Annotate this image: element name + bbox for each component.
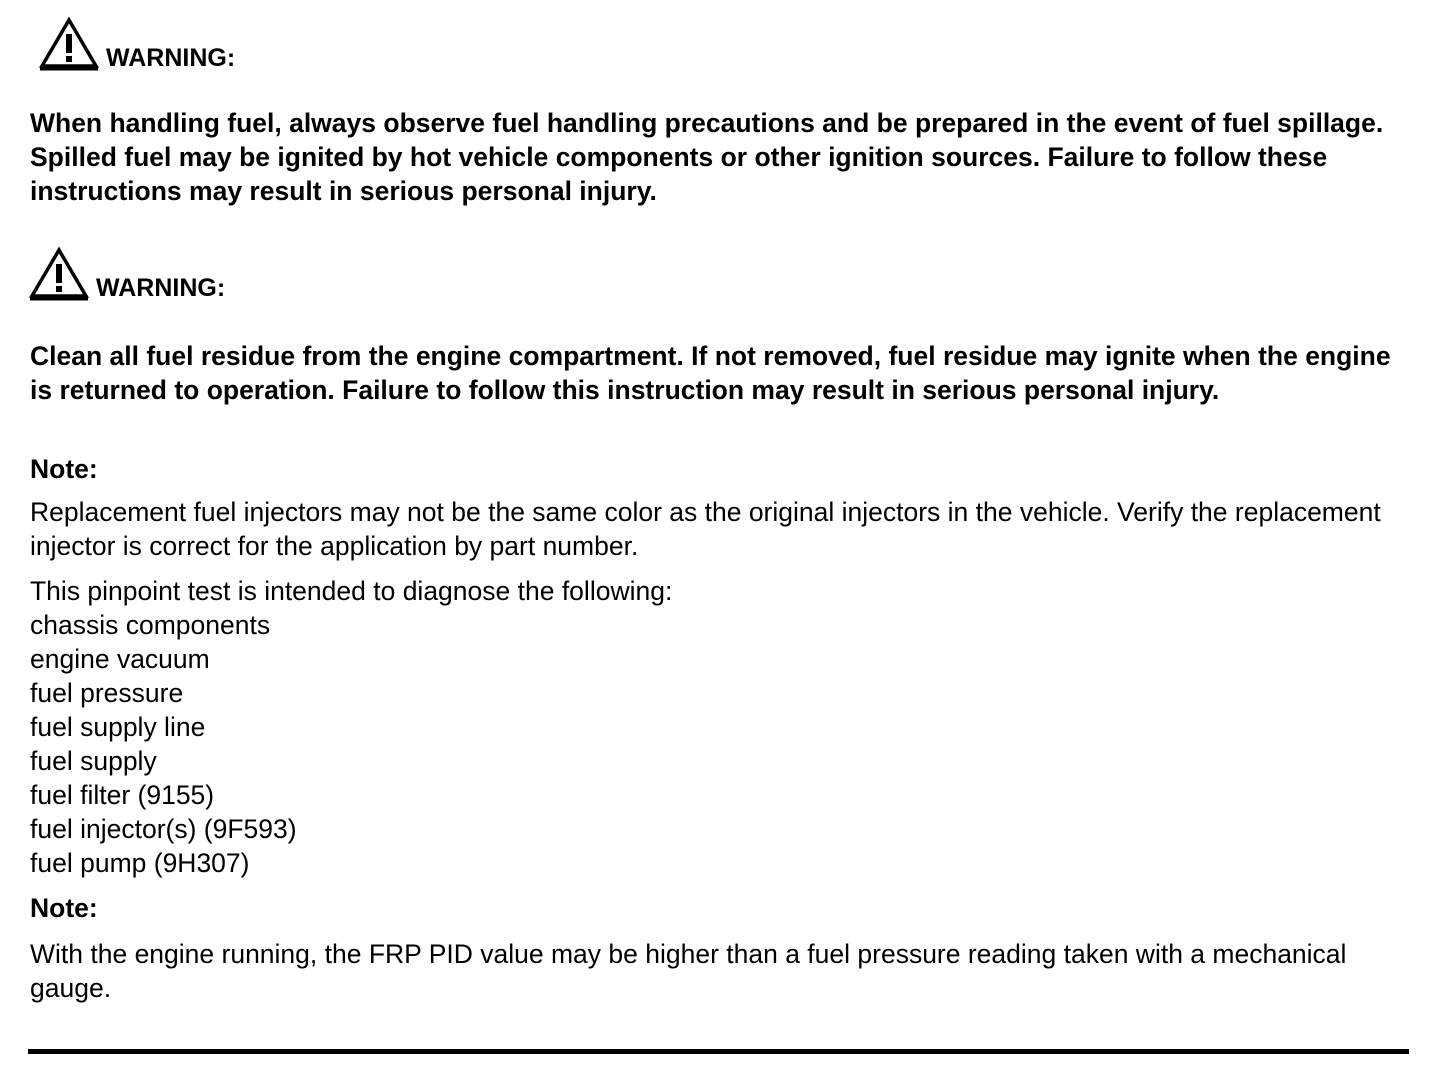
list-item: fuel supply <box>30 746 157 776</box>
warning-triangle-icon <box>28 246 90 302</box>
warning-text-2: Clean all fuel residue from the engine compartment. If not removed, fuel residue may ignite when the engine is returned to operation. Failure to follow this instruction may result in serious personal injury. <box>30 341 1391 405</box>
list-item: fuel injector(s) (9F593) <box>30 814 297 844</box>
note-title-2: Note: <box>30 893 98 923</box>
note-text-1: Replacement fuel injectors may not be the same color as the original injectors in the vehicle. Verify the replacement injector is correct for the application by part number. <box>30 497 1381 561</box>
warning-label: WARNING: <box>96 274 226 302</box>
pinpoint-section <box>30 574 1420 880</box>
list-item: fuel filter (9155) <box>30 780 215 810</box>
list-item: fuel pressure <box>30 678 184 708</box>
warning-label: WARNING: <box>106 44 236 72</box>
list-item: chassis components <box>30 610 271 640</box>
pinpoint-intro: This pinpoint test is intended to diagnose the following: <box>30 576 673 606</box>
bottom-divider <box>28 1049 1409 1054</box>
warning-text-1: When handling fuel, always observe fuel handling precautions and be prepared in the event of fuel spillage. Spilled fuel may be ignited by hot vehicle components or other ignition sources. Failure to follow these instructions may result in serious personal injury. <box>30 108 1384 206</box>
note-title-1: Note: <box>30 454 98 484</box>
list-item: fuel pump (9H307) <box>30 848 250 878</box>
list-item: engine vacuum <box>30 644 210 674</box>
warning-triangle-icon <box>38 16 100 72</box>
warning-header-2 <box>28 242 225 302</box>
note-text-2: With the engine running, the FRP PID value may be higher than a fuel pressure reading taken with a mechanical gauge. <box>30 939 1347 1003</box>
warning-header-1 <box>38 12 235 72</box>
list-item: fuel supply line <box>30 712 206 742</box>
